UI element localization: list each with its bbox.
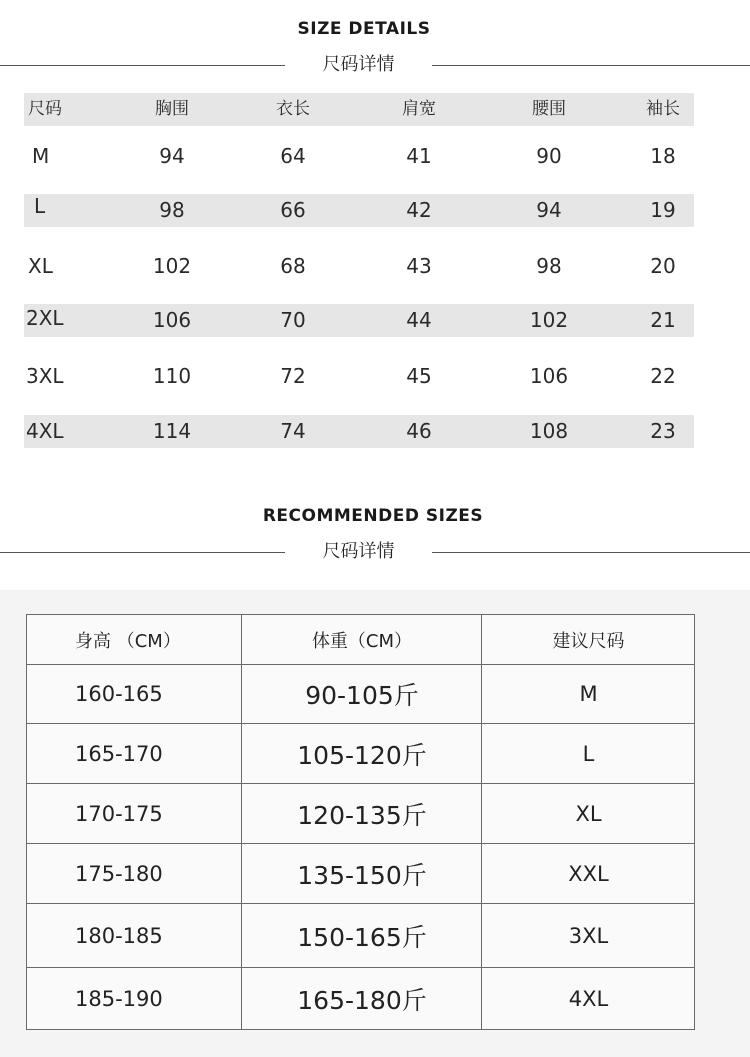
- weight-cell: 165-180斤: [241, 968, 482, 1029]
- weight-cell: 120-135斤: [241, 784, 482, 843]
- size-cell: M: [32, 144, 50, 168]
- recommended-subtitle-row: [0, 539, 750, 565]
- size-details-subtitle-row: [0, 52, 750, 78]
- table-cell: 102: [529, 308, 569, 332]
- size-cell: L: [481, 724, 695, 783]
- table-row: [24, 360, 694, 393]
- recommended-subtitle: 尺码详情: [322, 541, 395, 562]
- table-cell: 106: [529, 364, 569, 388]
- divider-right: [432, 552, 750, 553]
- table-row: [24, 140, 694, 173]
- table-header-row: [24, 93, 694, 126]
- size-cell: XXL: [481, 844, 695, 903]
- recommended-sizes-table: [26, 614, 695, 1030]
- weight-cell: 150-165斤: [241, 904, 482, 967]
- table-row: [24, 415, 694, 448]
- table-cell: 41: [406, 144, 432, 168]
- table-row: [27, 724, 694, 784]
- table-cell: 19: [650, 198, 676, 222]
- size-cell: M: [481, 665, 695, 723]
- height-cell: 180-185: [75, 923, 163, 948]
- table-cell: 22: [650, 364, 676, 388]
- height-cell: 170-175: [75, 801, 163, 826]
- weight-cell: 105-120斤: [241, 724, 482, 783]
- table-row: [24, 194, 694, 227]
- weight-cell: 90-105斤: [241, 665, 482, 723]
- table-cell: 98: [536, 254, 562, 278]
- table-cell: 45: [406, 364, 432, 388]
- size-cell: L: [34, 194, 46, 218]
- table-row: [27, 784, 694, 844]
- table-cell: 70: [280, 308, 306, 332]
- height-cell: 165-170: [75, 741, 163, 766]
- header-cell-weight: 体重（CM）: [241, 615, 482, 664]
- table-cell: 43: [406, 254, 432, 278]
- table-cell: 42: [406, 198, 432, 222]
- size-cell: 4XL: [481, 968, 695, 1029]
- weight-cell: 135-150斤: [241, 844, 482, 903]
- height-cell: 185-190: [75, 986, 163, 1011]
- table-cell: 94: [536, 198, 562, 222]
- header-cell: 腰围: [532, 99, 566, 119]
- size-cell: 3XL: [26, 364, 64, 388]
- header-cell: 胸围: [155, 99, 189, 119]
- table-cell: 64: [280, 144, 306, 168]
- table-header-row: [27, 615, 694, 665]
- divider-left: [0, 552, 285, 553]
- table-cell: 90: [536, 144, 562, 168]
- table-row: [24, 250, 694, 283]
- header-cell: 衣长: [276, 99, 310, 119]
- size-cell: 3XL: [481, 904, 695, 967]
- table-cell: 94: [159, 144, 185, 168]
- size-details-subtitle: 尺码详情: [322, 54, 395, 75]
- table-cell: 21: [650, 308, 676, 332]
- divider-right: [432, 65, 750, 66]
- table-row: [27, 968, 694, 1029]
- table-cell: 44: [406, 308, 432, 332]
- table-row: [27, 665, 694, 724]
- table-cell: 114: [152, 419, 192, 443]
- table-cell: 20: [650, 254, 676, 278]
- size-details-title: SIZE DETAILS: [297, 19, 431, 39]
- height-cell: 160-165: [75, 682, 163, 706]
- table-cell: 18: [650, 144, 676, 168]
- table-cell: 106: [152, 308, 192, 332]
- table-cell: 46: [406, 419, 432, 443]
- table-cell: 23: [650, 419, 676, 443]
- table-row: [27, 904, 694, 968]
- header-cell-size: 建议尺码: [481, 615, 695, 664]
- divider-left: [0, 65, 285, 66]
- header-cell: 肩宽: [402, 99, 436, 119]
- header-cell: 尺码: [28, 99, 62, 119]
- table-cell: 102: [152, 254, 192, 278]
- table-row: [24, 304, 694, 337]
- table-cell: 108: [529, 419, 569, 443]
- recommended-sizes-title: RECOMMENDED SIZES: [262, 506, 484, 526]
- header-cell-height: 身高 （CM）: [75, 630, 181, 652]
- size-cell: 4XL: [26, 419, 64, 443]
- table-row: [27, 844, 694, 904]
- header-cell: 袖长: [646, 99, 680, 119]
- table-cell: 68: [280, 254, 306, 278]
- table-cell: 74: [280, 419, 306, 443]
- table-cell: 72: [280, 364, 306, 388]
- size-cell: XL: [481, 784, 695, 843]
- table-cell: 110: [152, 364, 192, 388]
- table-cell: 98: [159, 198, 185, 222]
- table-cell: 66: [280, 198, 306, 222]
- height-cell: 175-180: [75, 861, 163, 886]
- size-cell: XL: [28, 254, 53, 278]
- size-cell: 2XL: [26, 306, 64, 330]
